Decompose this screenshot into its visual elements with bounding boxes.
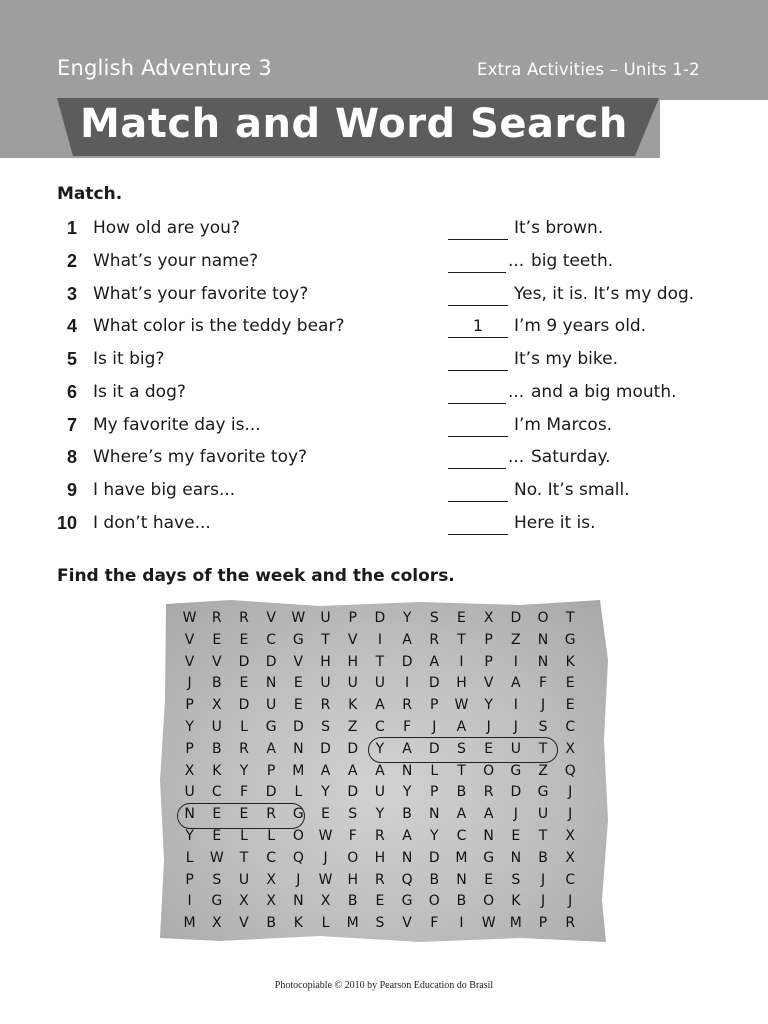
grid-letter[interactable]: S bbox=[212, 871, 222, 888]
grid-letter[interactable]: S bbox=[429, 610, 439, 626]
grid-letter[interactable]: P bbox=[185, 740, 194, 757]
grid-letter[interactable]: C bbox=[211, 784, 222, 801]
grid-letter[interactable]: L bbox=[240, 718, 248, 735]
grid-letter[interactable]: E bbox=[511, 827, 521, 844]
grid-letter[interactable]: U bbox=[320, 610, 331, 626]
grid-letter[interactable]: I bbox=[459, 915, 464, 932]
grid-letter[interactable]: W bbox=[481, 915, 496, 932]
grid-letter[interactable]: V bbox=[184, 653, 195, 670]
answer-blank[interactable] bbox=[448, 415, 508, 437]
grid-letter[interactable]: X bbox=[320, 893, 331, 910]
match-row bbox=[0, 447, 768, 479]
match-question: Where’s my favorite toy? bbox=[93, 447, 308, 467]
grid-letter[interactable]: G bbox=[510, 762, 522, 779]
grid-letter[interactable]: R bbox=[565, 915, 576, 932]
grid-letter[interactable]: W bbox=[182, 610, 197, 626]
answer-blank[interactable] bbox=[448, 284, 508, 306]
grid-letter[interactable]: A bbox=[483, 806, 494, 823]
grid-letter[interactable]: U bbox=[184, 784, 195, 801]
grid-letter[interactable]: G bbox=[564, 631, 576, 648]
grid-letter[interactable]: T bbox=[375, 653, 385, 670]
match-answer: Saturday. bbox=[531, 447, 611, 467]
grid-letter[interactable]: A bbox=[402, 740, 412, 757]
grid-letter[interactable]: C bbox=[456, 827, 467, 844]
grid-letter[interactable]: K bbox=[212, 762, 222, 779]
match-answer: It’s brown. bbox=[514, 218, 604, 238]
grid-letter[interactable]: N bbox=[293, 740, 304, 757]
grid-letter[interactable]: N bbox=[510, 849, 522, 866]
grid-letter[interactable]: W bbox=[318, 871, 333, 888]
grid-letter[interactable]: E bbox=[239, 806, 249, 823]
ellipsis: ... bbox=[508, 382, 525, 402]
match-question: My favorite day is... bbox=[93, 415, 261, 435]
match-question: What’s your name? bbox=[93, 251, 259, 271]
grid-letter[interactable]: B bbox=[456, 893, 467, 910]
grid-letter[interactable]: W bbox=[318, 827, 333, 844]
match-row bbox=[0, 415, 768, 447]
grid-letter[interactable]: P bbox=[430, 697, 439, 714]
match-number: 5 bbox=[66, 349, 77, 369]
answer-blank[interactable] bbox=[448, 382, 506, 404]
grid-letter[interactable]: Y bbox=[375, 740, 385, 757]
answer-blank[interactable] bbox=[448, 513, 508, 535]
grid-letter[interactable]: Y bbox=[375, 806, 385, 823]
grid-letter[interactable]: M bbox=[292, 762, 305, 779]
grid-letter[interactable]: Y bbox=[402, 610, 412, 626]
grid-letter[interactable]: J bbox=[568, 784, 573, 801]
grid-letter[interactable]: E bbox=[212, 806, 222, 823]
grid-letter[interactable]: N bbox=[456, 871, 467, 888]
grid-letter[interactable]: M bbox=[346, 915, 359, 932]
grid-letter[interactable]: P bbox=[185, 697, 194, 714]
answer-blank[interactable] bbox=[448, 218, 508, 240]
match-row bbox=[0, 480, 768, 512]
grid-letter[interactable]: V bbox=[239, 915, 249, 932]
grid-letter[interactable]: A bbox=[456, 806, 467, 823]
grid-letter[interactable]: U bbox=[510, 740, 521, 757]
grid-letter[interactable]: S bbox=[375, 915, 385, 932]
grid-letter[interactable]: B bbox=[456, 784, 467, 801]
answer-blank[interactable] bbox=[448, 447, 506, 469]
match-number: 7 bbox=[66, 415, 77, 435]
grid-letter[interactable]: J bbox=[513, 718, 518, 735]
grid-letter[interactable]: E bbox=[565, 675, 575, 692]
grid-letter[interactable]: G bbox=[292, 806, 304, 823]
grid-letter[interactable]: R bbox=[483, 784, 494, 801]
match-row bbox=[0, 284, 768, 316]
grid-letter[interactable]: J bbox=[187, 675, 192, 692]
grid-letter[interactable]: D bbox=[347, 784, 359, 801]
grid-letter[interactable]: R bbox=[239, 740, 249, 757]
grid-letter[interactable]: I bbox=[405, 675, 410, 692]
grid-letter[interactable]: D bbox=[428, 740, 440, 757]
grid-letter[interactable]: J bbox=[432, 718, 437, 735]
grid-letter[interactable]: J bbox=[323, 849, 328, 866]
grid-letter[interactable]: T bbox=[538, 827, 548, 844]
answer-blank[interactable] bbox=[448, 349, 508, 371]
grid-letter[interactable]: F bbox=[403, 718, 412, 735]
grid-letter[interactable]: B bbox=[347, 893, 358, 910]
grid-letter[interactable]: C bbox=[565, 718, 576, 735]
grid-letter[interactable]: G bbox=[537, 784, 549, 801]
match-row bbox=[0, 513, 768, 545]
match-question: I have big ears... bbox=[93, 480, 236, 500]
grid-letter[interactable]: E bbox=[293, 697, 303, 714]
grid-letter[interactable]: Z bbox=[511, 631, 521, 648]
match-question: Is it big? bbox=[93, 349, 165, 369]
grid-letter[interactable]: D bbox=[428, 675, 440, 692]
grid-letter[interactable]: L bbox=[321, 915, 330, 932]
grid-letter[interactable]: T bbox=[239, 849, 249, 866]
grid-letter[interactable]: X bbox=[211, 915, 222, 932]
grid-letter[interactable]: I bbox=[377, 631, 382, 648]
grid-letter[interactable]: U bbox=[347, 675, 358, 692]
grid-letter[interactable]: B bbox=[429, 871, 440, 888]
grid-letter[interactable]: Y bbox=[402, 784, 412, 801]
grid-letter[interactable]: Z bbox=[538, 762, 548, 779]
grid-letter[interactable]: X bbox=[565, 827, 576, 844]
grid-letter[interactable]: V bbox=[347, 631, 358, 648]
match-answer: I’m Marcos. bbox=[514, 415, 613, 435]
grid-letter[interactable]: N bbox=[401, 849, 413, 866]
grid-letter[interactable]: B bbox=[266, 915, 276, 932]
grid-letter[interactable]: E bbox=[484, 871, 494, 888]
match-answer: Yes, it is. It’s my dog. bbox=[514, 284, 695, 304]
match-question: What color is the teddy bear? bbox=[93, 316, 345, 336]
match-heading: Match. bbox=[57, 184, 123, 204]
grid-letter[interactable]: Z bbox=[347, 718, 358, 735]
grid-letter[interactable]: P bbox=[484, 653, 493, 670]
grid-letter[interactable]: E bbox=[484, 740, 494, 757]
grid-letter[interactable]: A bbox=[511, 675, 521, 692]
grid-letter[interactable]: J bbox=[568, 893, 573, 910]
grid-letter[interactable]: V bbox=[211, 653, 222, 670]
grid-letter[interactable]: N bbox=[401, 762, 413, 779]
grid-letter[interactable]: D bbox=[510, 610, 522, 626]
grid-letter[interactable]: V bbox=[293, 653, 304, 670]
grid-letter[interactable]: U bbox=[374, 675, 386, 692]
grid-letter[interactable]: G bbox=[265, 718, 277, 735]
grid-letter[interactable]: Q bbox=[564, 762, 576, 779]
grid-letter[interactable]: P bbox=[185, 871, 194, 888]
grid-letter[interactable]: D bbox=[401, 653, 413, 670]
ellipsis: ... bbox=[508, 447, 525, 467]
grid-letter[interactable]: W bbox=[291, 610, 306, 626]
grid-letter[interactable]: A bbox=[347, 762, 358, 779]
grid-letter[interactable]: I bbox=[513, 697, 518, 714]
grid-letter[interactable]: A bbox=[402, 631, 412, 648]
grid-letter[interactable]: Y bbox=[321, 784, 330, 801]
grid-letter[interactable]: O bbox=[347, 849, 359, 866]
grid-letter[interactable]: G bbox=[292, 631, 304, 648]
grid-letter[interactable]: S bbox=[511, 871, 521, 888]
grid-letter[interactable]: T bbox=[321, 631, 330, 648]
match-answer: and a big mouth. bbox=[531, 382, 677, 402]
grid-letter[interactable]: M bbox=[455, 849, 468, 866]
grid-letter[interactable]: D bbox=[265, 784, 277, 801]
ellipsis: ... bbox=[508, 251, 525, 271]
grid-letter[interactable]: G bbox=[211, 893, 223, 910]
grid-letter[interactable]: S bbox=[538, 718, 548, 735]
grid-letter[interactable]: C bbox=[375, 718, 385, 735]
grid-letter[interactable]: V bbox=[266, 610, 276, 626]
grid-letter[interactable]: T bbox=[538, 740, 548, 757]
grid-letter[interactable]: K bbox=[348, 697, 358, 714]
grid-letter[interactable]: P bbox=[430, 784, 439, 801]
grid-letter[interactable]: R bbox=[320, 697, 331, 714]
grid-letter[interactable]: B bbox=[402, 806, 412, 823]
grid-letter[interactable]: L bbox=[430, 762, 439, 779]
grid-letter[interactable]: Y bbox=[185, 827, 194, 844]
match-question: How old are you? bbox=[93, 218, 240, 238]
grid-letter[interactable]: A bbox=[456, 718, 467, 735]
grid-letter[interactable]: J bbox=[540, 871, 546, 888]
grid-letter[interactable]: J bbox=[513, 806, 518, 823]
circled-word-yadseut bbox=[368, 737, 558, 763]
match-number: 10 bbox=[56, 513, 77, 533]
match-row bbox=[0, 251, 768, 283]
match-question: What’s your favorite toy? bbox=[93, 284, 309, 304]
grid-letter[interactable]: I bbox=[513, 653, 518, 670]
word-search-grid bbox=[176, 608, 592, 935]
grid-letter[interactable]: F bbox=[430, 915, 439, 932]
grid-letter[interactable]: D bbox=[238, 653, 250, 670]
grid-letter[interactable]: A bbox=[320, 762, 331, 779]
grid-letter[interactable]: D bbox=[374, 610, 386, 626]
word-search-heading: Find the days of the week and the colors. bbox=[57, 566, 455, 586]
grid-letter[interactable]: J bbox=[540, 697, 546, 714]
match-number: 1 bbox=[66, 218, 77, 238]
grid-letter[interactable]: N bbox=[265, 675, 277, 692]
match-number: 4 bbox=[66, 316, 77, 336]
grid-letter[interactable]: X bbox=[565, 849, 576, 866]
grid-letter[interactable]: Y bbox=[239, 762, 249, 779]
grid-letter[interactable]: O bbox=[428, 893, 440, 910]
match-question: Is it a dog? bbox=[93, 382, 186, 402]
grid-letter[interactable]: H bbox=[456, 675, 467, 692]
match-number: 6 bbox=[66, 382, 77, 402]
grid-letter[interactable]: N bbox=[483, 827, 494, 844]
grid-letter[interactable]: Q bbox=[401, 871, 413, 888]
grid-letter[interactable]: V bbox=[184, 631, 195, 648]
circled-word-neerg bbox=[177, 803, 305, 829]
answer-blank[interactable]: 1 bbox=[448, 316, 508, 338]
grid-letter[interactable]: H bbox=[347, 653, 358, 670]
grid-letter[interactable]: U bbox=[374, 784, 386, 801]
grid-letter[interactable]: X bbox=[266, 893, 276, 910]
match-answer: It’s my bike. bbox=[514, 349, 618, 369]
copyright-footer: Photocopiable © 2010 by Pearson Education do Brasil bbox=[274, 980, 494, 991]
grid-letter[interactable]: U bbox=[320, 675, 331, 692]
grid-letter[interactable]: X bbox=[565, 740, 576, 757]
grid-letter[interactable]: J bbox=[540, 893, 546, 910]
grid-letter[interactable]: D bbox=[320, 740, 331, 757]
grid-letter[interactable]: F bbox=[539, 675, 548, 692]
grid-letter[interactable]: E bbox=[239, 675, 249, 692]
grid-letter[interactable]: F bbox=[348, 827, 357, 844]
grid-letter[interactable]: A bbox=[402, 827, 412, 844]
grid-letter[interactable]: A bbox=[375, 762, 385, 779]
grid-letter[interactable]: D bbox=[292, 718, 304, 735]
grid-letter[interactable]: Y bbox=[484, 697, 493, 714]
grid-letter[interactable]: F bbox=[239, 784, 248, 801]
match-number: 2 bbox=[66, 251, 77, 271]
grid-letter[interactable]: E bbox=[375, 893, 385, 910]
grid-letter[interactable]: B bbox=[211, 740, 222, 757]
grid-letter[interactable]: E bbox=[239, 631, 249, 648]
grid-letter[interactable]: I bbox=[459, 653, 464, 670]
grid-letter[interactable]: P bbox=[348, 610, 357, 626]
grid-letter[interactable]: R bbox=[211, 610, 222, 626]
grid-letter[interactable]: L bbox=[294, 784, 303, 801]
grid-letter[interactable]: E bbox=[457, 610, 466, 626]
grid-letter[interactable]: R bbox=[402, 697, 412, 714]
grid-letter[interactable]: T bbox=[565, 610, 575, 626]
grid-letter[interactable]: W bbox=[454, 697, 469, 714]
grid-letter[interactable]: N bbox=[429, 806, 440, 823]
match-answer: big teeth. bbox=[531, 251, 614, 271]
answer-blank[interactable] bbox=[448, 480, 508, 502]
grid-letter[interactable]: O bbox=[483, 762, 495, 779]
grid-letter[interactable]: L bbox=[185, 849, 194, 866]
grid-letter[interactable]: W bbox=[209, 849, 224, 866]
grid-letter[interactable]: X bbox=[239, 893, 249, 910]
grid-letter[interactable]: C bbox=[266, 849, 277, 866]
match-number: 9 bbox=[66, 480, 77, 500]
grid-letter[interactable]: D bbox=[347, 740, 359, 757]
grid-letter[interactable]: D bbox=[265, 653, 277, 670]
grid-letter[interactable]: X bbox=[184, 762, 195, 779]
grid-letter[interactable]: K bbox=[511, 893, 521, 910]
match-row bbox=[0, 349, 768, 381]
grid-letter[interactable]: X bbox=[266, 871, 276, 888]
grid-letter[interactable]: Y bbox=[430, 827, 439, 844]
grid-letter[interactable]: T bbox=[457, 631, 466, 648]
grid-letter[interactable]: G bbox=[483, 849, 495, 866]
grid-letter[interactable]: S bbox=[321, 718, 330, 735]
grid-letter[interactable]: R bbox=[375, 871, 385, 888]
grid-letter[interactable]: E bbox=[212, 631, 222, 648]
grid-letter[interactable]: D bbox=[510, 784, 522, 801]
grid-letter[interactable]: U bbox=[211, 718, 222, 735]
grid-letter[interactable]: D bbox=[428, 849, 440, 866]
grid-letter[interactable]: J bbox=[486, 718, 491, 735]
grid-letter[interactable]: U bbox=[266, 697, 277, 714]
grid-letter[interactable]: H bbox=[347, 871, 358, 888]
grid-letter[interactable]: S bbox=[348, 806, 358, 823]
match-question: I don’t have... bbox=[93, 513, 211, 533]
grid-letter[interactable]: R bbox=[239, 610, 249, 626]
grid-letter[interactable]: H bbox=[320, 653, 331, 670]
grid-letter[interactable]: P bbox=[538, 915, 548, 932]
grid-letter[interactable]: A bbox=[429, 653, 440, 670]
grid-letter[interactable]: U bbox=[537, 806, 549, 823]
grid-letter[interactable]: I bbox=[187, 893, 192, 910]
grid-letter[interactable]: P bbox=[266, 762, 276, 779]
match-number: 8 bbox=[66, 447, 77, 467]
grid-letter[interactable]: J bbox=[296, 871, 301, 888]
grid-letter[interactable]: X bbox=[483, 610, 494, 626]
grid-letter[interactable]: S bbox=[457, 740, 466, 757]
grid-letter[interactable]: C bbox=[565, 871, 576, 888]
grid-letter[interactable]: O bbox=[483, 893, 495, 910]
match-number: 3 bbox=[66, 284, 77, 304]
grid-letter[interactable]: B bbox=[538, 849, 548, 866]
grid-letter[interactable]: N bbox=[537, 631, 549, 648]
match-answer: Here it is. bbox=[514, 513, 596, 533]
grid-letter[interactable]: K bbox=[293, 915, 303, 932]
grid-letter[interactable]: T bbox=[457, 762, 466, 779]
match-answer: No. It’s small. bbox=[514, 480, 630, 500]
grid-letter[interactable]: B bbox=[211, 675, 222, 692]
grid-letter[interactable]: K bbox=[565, 653, 575, 670]
grid-letter[interactable]: V bbox=[483, 675, 494, 692]
grid-letter[interactable]: E bbox=[212, 827, 222, 844]
grid-letter[interactable]: H bbox=[374, 849, 386, 866]
grid-letter[interactable]: V bbox=[402, 915, 412, 932]
answer-blank[interactable] bbox=[448, 251, 506, 273]
grid-letter[interactable]: N bbox=[184, 806, 195, 823]
grid-letter[interactable]: M bbox=[509, 915, 522, 932]
match-row bbox=[0, 316, 768, 348]
grid-letter[interactable]: A bbox=[375, 697, 385, 714]
grid-letter[interactable]: E bbox=[293, 675, 303, 692]
grid-letter[interactable]: X bbox=[211, 697, 222, 714]
grid-letter[interactable]: Y bbox=[185, 718, 194, 735]
grid-letter[interactable]: C bbox=[266, 631, 277, 648]
grid-letter[interactable]: P bbox=[484, 631, 493, 648]
grid-letter[interactable]: N bbox=[293, 893, 304, 910]
grid-letter[interactable]: Q bbox=[292, 849, 304, 866]
match-row bbox=[0, 382, 768, 414]
grid-letter[interactable]: D bbox=[238, 697, 250, 714]
grid-letter[interactable]: O bbox=[292, 827, 304, 844]
grid-letter[interactable]: E bbox=[565, 697, 575, 714]
grid-letter[interactable]: L bbox=[267, 827, 276, 844]
match-answer: I’m 9 years old. bbox=[514, 316, 647, 336]
grid-letter[interactable]: R bbox=[375, 827, 385, 844]
book-title: English Adventure 3 bbox=[57, 56, 272, 80]
grid-letter[interactable]: E bbox=[321, 806, 330, 823]
grid-letter[interactable]: O bbox=[537, 610, 549, 626]
grid-letter[interactable]: L bbox=[240, 827, 248, 844]
grid-letter[interactable]: R bbox=[266, 806, 277, 823]
grid-letter[interactable]: N bbox=[537, 653, 549, 670]
unit-subtitle: Extra Activities – Units 1-2 bbox=[477, 60, 700, 79]
grid-letter[interactable]: G bbox=[401, 893, 413, 910]
grid-letter[interactable]: U bbox=[238, 871, 250, 888]
page-title: Match and Word Search bbox=[80, 101, 628, 147]
grid-letter[interactable]: M bbox=[183, 915, 196, 932]
grid-letter[interactable]: J bbox=[568, 806, 573, 823]
grid-letter[interactable]: A bbox=[266, 740, 276, 757]
grid-letter[interactable]: R bbox=[429, 631, 440, 648]
match-row bbox=[0, 218, 768, 250]
